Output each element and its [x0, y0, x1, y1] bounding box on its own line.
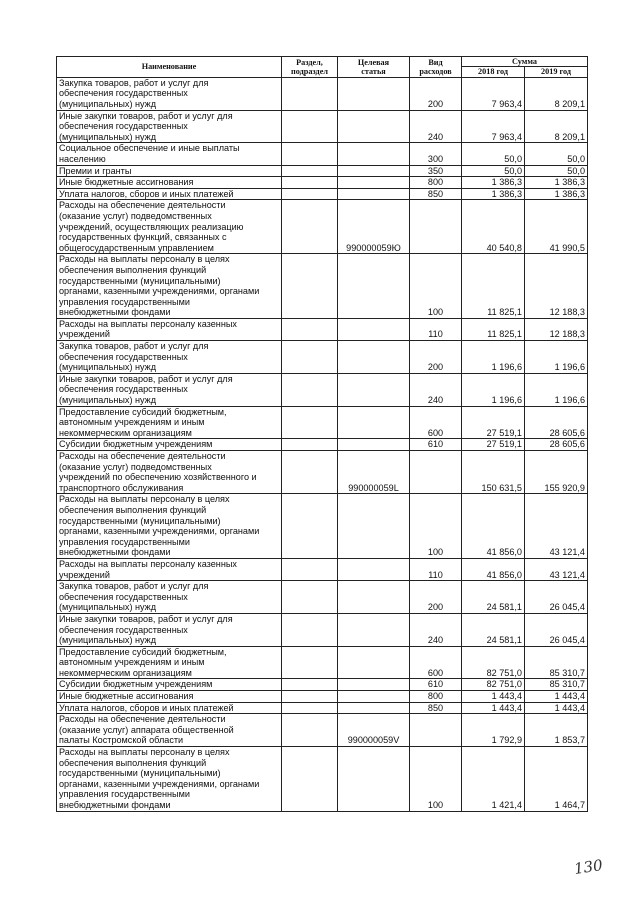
row-sum-2019: 8 209,1 — [525, 110, 588, 143]
row-name-line: (муниципальных) нужд — [59, 395, 157, 406]
row-kind: 800 — [410, 691, 462, 703]
row-kind — [410, 200, 462, 254]
row-kind: 610 — [410, 679, 462, 691]
row-name — [57, 200, 282, 254]
row-target — [338, 110, 410, 143]
row-name-line: обеспечения выполнения функций — [59, 757, 207, 768]
row-sum-2019: 50,0 — [525, 165, 588, 177]
row-name-line: Расходы на выплаты персоналу в целях — [59, 254, 230, 265]
row-sum-2018: 27 519,1 — [462, 439, 525, 451]
table-row — [57, 406, 588, 439]
row-kind: 300 — [410, 143, 462, 165]
row-sum-2019: 28 605,6 — [525, 406, 588, 439]
row-name-line: (муниципальных) нужд — [59, 362, 157, 373]
row-name-line: некоммерческим организациям — [59, 427, 192, 438]
row-name-line: общегосударственным управлением — [59, 242, 214, 253]
row-kind: 240 — [410, 373, 462, 406]
row-kind: 100 — [410, 494, 462, 559]
row-name-line: обеспечения государственных — [59, 624, 188, 635]
row-name — [57, 747, 282, 812]
row-sum-2019: 85 310,7 — [525, 679, 588, 691]
document-page — [56, 56, 588, 812]
row-section — [282, 581, 338, 614]
row-name-line: населению — [59, 153, 106, 164]
row-name-line: управления государственными — [59, 296, 190, 307]
row-sum-2018: 11 825,1 — [462, 318, 525, 340]
budget-table — [56, 56, 588, 812]
row-name-line: учреждений по обеспечению хозяйственного и — [59, 472, 257, 483]
table-row — [57, 200, 588, 254]
row-section — [282, 714, 338, 747]
row-target — [338, 77, 410, 110]
table-row — [57, 679, 588, 691]
row-name-line: Уплата налогов, сборов и иных платежей — [59, 188, 234, 199]
table-row — [57, 702, 588, 714]
row-name-line: Премии и гранты — [59, 165, 132, 176]
row-name-line: (оказание услуг) аппарата общественной — [59, 724, 234, 735]
row-name — [57, 451, 282, 494]
row-target — [338, 188, 410, 200]
row-sum-2018: 1 196,6 — [462, 373, 525, 406]
row-name-line: внебюджетными фондами — [59, 307, 171, 318]
header-section — [282, 57, 338, 78]
row-section — [282, 558, 338, 580]
row-name-line: обеспечения государственных — [59, 121, 188, 132]
row-sum-2019: 1 386,3 — [525, 177, 588, 189]
row-kind: 240 — [410, 613, 462, 646]
row-name-line: Закупка товаров, работ и услуг для — [59, 77, 209, 88]
row-name-line: Иные бюджетные ассигнования — [59, 691, 194, 702]
row-name-line: Предоставление субсидий бюджетным, — [59, 406, 227, 417]
row-target — [338, 143, 410, 165]
row-kind: 100 — [410, 747, 462, 812]
row-section — [282, 406, 338, 439]
row-sum-2018: 7 963,4 — [462, 77, 525, 110]
row-section — [282, 165, 338, 177]
row-name-line: Закупка товаров, работ и услуг для — [59, 581, 209, 592]
row-sum-2018: 24 581,1 — [462, 613, 525, 646]
row-sum-2019: 12 188,3 — [525, 254, 588, 319]
row-sum-2019: 28 605,6 — [525, 439, 588, 451]
row-name-line: управления государственными — [59, 536, 190, 547]
table-row — [57, 691, 588, 703]
row-sum-2018: 24 581,1 — [462, 581, 525, 614]
row-name — [57, 702, 282, 714]
row-name-line: Иные бюджетные ассигнования — [59, 177, 194, 188]
header-kind-line1: Вид — [428, 57, 443, 67]
row-name — [57, 341, 282, 374]
row-kind: 600 — [410, 406, 462, 439]
header-kind — [410, 57, 462, 78]
row-name — [57, 646, 282, 679]
row-name-line: учреждений — [59, 329, 110, 340]
table-row — [57, 341, 588, 374]
row-name-line: обеспечения государственных — [59, 591, 188, 602]
row-target — [338, 439, 410, 451]
row-section — [282, 254, 338, 319]
row-kind: 240 — [410, 110, 462, 143]
row-name — [57, 318, 282, 340]
row-target: 990000059L — [338, 451, 410, 494]
row-sum-2019: 12 188,3 — [525, 318, 588, 340]
row-name — [57, 691, 282, 703]
table-row — [57, 143, 588, 165]
row-target — [338, 702, 410, 714]
row-sum-2018: 82 751,0 — [462, 679, 525, 691]
row-name-line: обеспечения выполнения функций — [59, 504, 207, 515]
header-kind-line2: расходов — [419, 66, 452, 76]
row-sum-2019: 1 853,7 — [525, 714, 588, 747]
table-row — [57, 747, 588, 812]
row-sum-2019: 1 443,4 — [525, 702, 588, 714]
row-name-line: органами, казенными учреждениями, органами — [59, 526, 260, 537]
row-target — [338, 691, 410, 703]
row-sum-2018: 11 825,1 — [462, 254, 525, 319]
row-sum-2018: 50,0 — [462, 143, 525, 165]
row-kind: 110 — [410, 318, 462, 340]
row-section — [282, 747, 338, 812]
row-sum-2019: 1 196,6 — [525, 341, 588, 374]
row-section — [282, 200, 338, 254]
row-section — [282, 110, 338, 143]
row-target: 990000059V — [338, 714, 410, 747]
row-name-line: учреждений — [59, 569, 110, 580]
row-section — [282, 439, 338, 451]
row-kind: 350 — [410, 165, 462, 177]
table-row — [57, 318, 588, 340]
row-sum-2018: 41 856,0 — [462, 494, 525, 559]
row-name-line: Расходы на выплаты персоналу казенных — [59, 558, 237, 569]
row-name-line: Расходы на выплаты персоналу в целях — [59, 747, 230, 758]
row-sum-2019: 1 464,7 — [525, 747, 588, 812]
row-sum-2018: 50,0 — [462, 165, 525, 177]
header-target-line1: Целевая — [357, 57, 390, 67]
row-section — [282, 613, 338, 646]
row-name-line: Уплата налогов, сборов и иных платежей — [59, 702, 234, 713]
row-sum-2018: 1 792,9 — [462, 714, 525, 747]
header-name: Наименование — [57, 57, 282, 78]
row-name-line: транспортного обслуживания — [59, 482, 184, 493]
row-kind: 850 — [410, 702, 462, 714]
row-target: 990000059Ю — [338, 200, 410, 254]
row-sum-2018: 27 519,1 — [462, 406, 525, 439]
row-sum-2018: 150 631,5 — [462, 451, 525, 494]
row-name — [57, 406, 282, 439]
row-name-line: (муниципальных) нужд — [59, 99, 157, 109]
row-target — [338, 747, 410, 812]
row-target — [338, 318, 410, 340]
row-sum-2019: 1 386,3 — [525, 188, 588, 200]
row-sum-2018: 1 421,4 — [462, 747, 525, 812]
row-name-line: Субсидии бюджетным учреждениям — [59, 679, 213, 690]
row-name-line: палаты Костромской области — [59, 735, 184, 746]
table-row — [57, 165, 588, 177]
row-kind: 610 — [410, 439, 462, 451]
row-kind: 200 — [410, 341, 462, 374]
row-name-line: обеспечения государственных — [59, 351, 188, 362]
table-row — [57, 646, 588, 679]
row-kind: 600 — [410, 646, 462, 679]
row-name — [57, 714, 282, 747]
table-row — [57, 451, 588, 494]
row-sum-2019: 85 310,7 — [525, 646, 588, 679]
row-name-line: Социальное обеспечение и иные выплаты — [59, 143, 240, 154]
row-target — [338, 679, 410, 691]
header-year-2018: 2018 год — [462, 67, 525, 77]
row-name-line: (оказание услуг) подведомственных — [59, 210, 212, 221]
row-section — [282, 188, 338, 200]
table-row — [57, 373, 588, 406]
row-kind: 200 — [410, 581, 462, 614]
row-name-line: Закупка товаров, работ и услуг для — [59, 341, 209, 352]
row-section — [282, 451, 338, 494]
row-kind: 800 — [410, 177, 462, 189]
row-sum-2018: 1 443,4 — [462, 702, 525, 714]
row-name-line: (муниципальных) нужд — [59, 131, 157, 142]
table-row — [57, 177, 588, 189]
table-row — [57, 77, 588, 110]
header-year-2019: 2019 год — [525, 67, 588, 77]
row-target — [338, 406, 410, 439]
row-section — [282, 373, 338, 406]
row-section — [282, 177, 338, 189]
row-section — [282, 341, 338, 374]
row-section — [282, 77, 338, 110]
row-kind — [410, 451, 462, 494]
row-sum-2019: 50,0 — [525, 143, 588, 165]
table-row — [57, 714, 588, 747]
row-target — [338, 646, 410, 679]
row-name-line: Расходы на выплаты персоналу казенных — [59, 318, 237, 329]
row-name-line: (муниципальных) нужд — [59, 602, 157, 613]
row-sum-2019: 8 209,1 — [525, 77, 588, 110]
row-name — [57, 254, 282, 319]
row-target — [338, 558, 410, 580]
table-row — [57, 254, 588, 319]
row-sum-2019: 43 121,4 — [525, 494, 588, 559]
row-name-line: обеспечения государственных — [59, 88, 188, 99]
row-name-line: государственными (муниципальными) — [59, 515, 221, 526]
row-name — [57, 439, 282, 451]
header-section-line2: подраздел — [291, 66, 328, 76]
table-row — [57, 110, 588, 143]
header-section-line1: Раздел, — [296, 57, 323, 67]
row-name — [57, 177, 282, 189]
row-section — [282, 691, 338, 703]
table-row — [57, 188, 588, 200]
row-name-line: внебюджетными фондами — [59, 800, 171, 810]
row-sum-2018: 40 540,8 — [462, 200, 525, 254]
row-kind: 850 — [410, 188, 462, 200]
row-name-line: Расходы на обеспечение деятельности — [59, 200, 226, 211]
row-sum-2018: 1 443,4 — [462, 691, 525, 703]
row-name-line: управления государственными — [59, 789, 190, 800]
row-kind: 200 — [410, 77, 462, 110]
row-name — [57, 373, 282, 406]
row-target — [338, 613, 410, 646]
row-name-line: (оказание услуг) подведомственных — [59, 461, 212, 472]
row-name-line: Расходы на выплаты персоналу в целях — [59, 494, 230, 505]
row-sum-2019: 155 920,9 — [525, 451, 588, 494]
table-row — [57, 494, 588, 559]
row-name — [57, 165, 282, 177]
row-name-line: Иные закупки товаров, работ и услуг для — [59, 373, 233, 384]
row-sum-2019: 1 196,6 — [525, 373, 588, 406]
row-name-line: Предоставление субсидий бюджетным, — [59, 646, 227, 657]
row-name-line: автономным учреждениям и иным — [59, 417, 205, 428]
page-number: 130 — [572, 856, 604, 878]
row-name-line: обеспечения выполнения функций — [59, 264, 207, 275]
row-sum-2018: 1 196,6 — [462, 341, 525, 374]
row-name — [57, 679, 282, 691]
row-name-line: органами, казенными учреждениями, органами — [59, 778, 260, 789]
row-target — [338, 373, 410, 406]
row-section — [282, 143, 338, 165]
row-name — [57, 494, 282, 559]
row-target — [338, 494, 410, 559]
row-target — [338, 165, 410, 177]
row-section — [282, 646, 338, 679]
row-name-line: обеспечения государственных — [59, 384, 188, 395]
row-name — [57, 558, 282, 580]
row-name-line: государственными (муниципальными) — [59, 275, 221, 286]
row-name-line: Расходы на обеспечение деятельности — [59, 451, 226, 461]
row-name-line: государственных функций, связанных с — [59, 232, 227, 243]
row-kind — [410, 714, 462, 747]
row-name-line: государственными (муниципальными) — [59, 768, 221, 779]
row-name — [57, 77, 282, 110]
row-section — [282, 494, 338, 559]
row-name-line: Расходы на обеспечение деятельности — [59, 714, 226, 725]
table-body — [57, 77, 588, 811]
row-sum-2019: 43 121,4 — [525, 558, 588, 580]
header-target — [338, 57, 410, 78]
row-target — [338, 581, 410, 614]
row-sum-2019: 26 045,4 — [525, 613, 588, 646]
row-name — [57, 188, 282, 200]
header-sum: Сумма — [462, 57, 588, 67]
row-name-line: Субсидии бюджетным учреждениям — [59, 439, 213, 450]
row-sum-2019: 26 045,4 — [525, 581, 588, 614]
row-section — [282, 318, 338, 340]
row-section — [282, 679, 338, 691]
row-target — [338, 254, 410, 319]
row-name-line: Иные закупки товаров, работ и услуг для — [59, 110, 233, 121]
row-name — [57, 143, 282, 165]
row-sum-2018: 1 386,3 — [462, 188, 525, 200]
row-kind: 110 — [410, 558, 462, 580]
table-row — [57, 439, 588, 451]
row-name-line: Иные закупки товаров, работ и услуг для — [59, 613, 233, 624]
row-target — [338, 341, 410, 374]
row-name-line: органами, казенными учреждениями, органами — [59, 286, 260, 297]
row-name-line: автономным учреждениям и иным — [59, 657, 205, 668]
row-name — [57, 613, 282, 646]
table-header — [57, 57, 588, 78]
row-name-line: (муниципальных) нужд — [59, 635, 157, 646]
table-row — [57, 613, 588, 646]
row-sum-2019: 41 990,5 — [525, 200, 588, 254]
row-section — [282, 702, 338, 714]
table-row — [57, 581, 588, 614]
row-kind: 100 — [410, 254, 462, 319]
row-sum-2018: 41 856,0 — [462, 558, 525, 580]
row-sum-2018: 1 386,3 — [462, 177, 525, 189]
row-sum-2018: 82 751,0 — [462, 646, 525, 679]
row-name — [57, 581, 282, 614]
header-target-line2: статья — [361, 66, 386, 76]
row-sum-2018: 7 963,4 — [462, 110, 525, 143]
row-name-line: внебюджетными фондами — [59, 547, 171, 558]
table-row — [57, 558, 588, 580]
row-target — [338, 177, 410, 189]
row-sum-2019: 1 443,4 — [525, 691, 588, 703]
row-name-line: учреждений, осуществляющих реализацию — [59, 221, 244, 232]
row-name — [57, 110, 282, 143]
row-name-line: некоммерческим организациям — [59, 667, 192, 678]
